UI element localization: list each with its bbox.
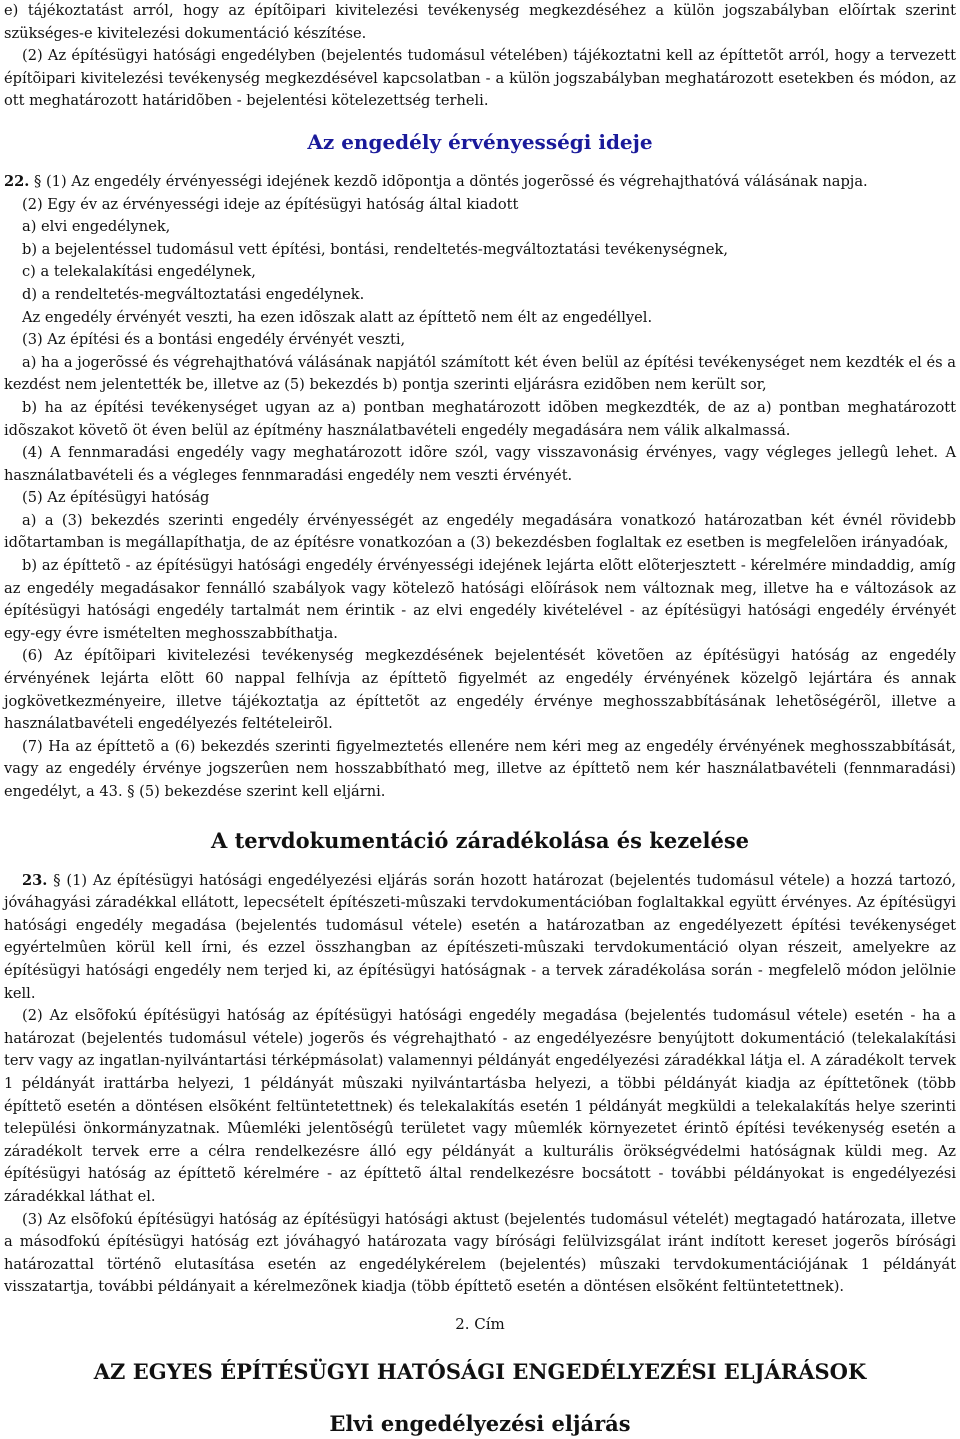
paragraph-22-2-intro: (2) Egy év az érvényességi ideje az építésügyi hatóság által kiadott: [22, 195, 519, 213]
main-heading: AZ EGYES ÉPÍTÉSÜGYI HATÓSÁGI ENGEDÉLYEZÉSI ELJÁRÁSOK: [93, 1358, 867, 1384]
list-item-22-3-b: b) ha az építési tevékenységet ugyan az a) pontban meghatározott idõben megkezdték, de az a) pontban meghatározott idõszakot követõ öt éven belül az építmény használatbavételi engedély megadására nem válik alkalmassá.: [4, 398, 956, 439]
section-number-22: 22.: [4, 172, 30, 190]
list-item-22-2-c: c) a telekalakítási engedélynek,: [22, 263, 256, 281]
paragraph-22-4: (4) A fennmaradási engedély vagy meghatározott idõre szól, vagy visszavonásig érvényes, vagy végleges jellegû lehet. A használatbavételi és a végleges fennmaradási engedély nem veszti érvényét.: [4, 444, 956, 484]
paragraph-23-1: [4, 870, 956, 1006]
paragraph-22-2-tail: Az engedély érvényét veszti, ha ezen idõszak alatt az építtetõ nem élt az engedéllyel.: [22, 308, 653, 326]
paragraph-23-3: (3) Az elsõfokú építésügyi hatóság az építésügyi hatósági aktust (bejelentés tudomásul vételét) megtagadó határozata, illetve a másodfokú építésügyi hatóság ezt jóváhagyó határozata vagy bírósági felülvizsgálat iránt indított kereset jogerõs bírósági határozattal történõ elutasítása esetén az engedélykérelem (bejelentés) mûszaki tervdokumentációjának 1 példányát visszatartja, további példányait a kérelmezõnek kiadja (több építtetõ esetén a döntésen elsõként feltüntetettnek).: [4, 1210, 956, 1296]
paragraph-22-7: (7) Ha az építtetõ a (6) bekezdés szerinti figyelmeztetés ellenére nem kéri meg az engedély érvényének meghosszabbítását, vagy az engedély érvénye jogszerûen nem hosszabbítható meg, illetve az építtetõ nem kér használatbavételi (fennmaradási) engedélyt, a 43. § (5) bekezdése szerint kell eljárni.: [4, 737, 956, 800]
paragraph-23-2: (2) Az elsõfokú építésügyi hatóság az építésügyi hatósági engedély megadása (bejelentés tudomásul vétele) esetén - ha a határozat (bejelentés tudomásul vétele) jogerõs és végrehajtható - az engedélyezésre benyújtott dokumentáció (telekalakítási terv vagy az ingatlan-nyilvántartási térképmásolat) valamennyi példányát engedélyezési záradékkal látja el. A záradékolt tervek 1 példányát irattárba helyezi, 1 példányát mûszaki nyilvántartásba helyezi, a többi példányát kiadja az építtetõnek (több építtetõ esetén a döntésen elsõként feltüntetettnek) és telekalakítás esetén 1 példányát megküldi a telekalakítás helye szerinti települési önkormányzatnak. Mûemléki jelentõségû területet vagy mûemlék környezetet érintõ építési tevékenység esetén a záradékolt tervek erre a célra rendelkezésre álló egy példányát a kulturális örökségvédelmi hatóságnak küldi meg. Az építésügyi hatóság az építtetõ kérelmére - az építtetõ által rendelkezésre bocsátott - további példányokat is engedélyezési záradékkal láthat el.: [4, 1007, 956, 1205]
section-number-23: 23.: [22, 871, 48, 889]
list-item-22-2-a: a) elvi engedélynek,: [22, 218, 171, 236]
paragraph-1e: e) tájékoztatást arról, hogy az építõipari kivitelezési tevékenység megkezdéséhez a külön jogszabályban elõírtak szerint szükséges-e kivitelezési dokumentáció készítése.: [4, 2, 956, 42]
list-item-22-3-a: a) ha a jogerõssé és végrehajthatóvá válásának napjától számított két éven belül az építési tevékenységet nem kezdték el és a kezdést nem jelentették be, illetve az (5) bekezdés b) pontja szerinti eljárásra ezidõben nem került sor,: [4, 353, 956, 394]
paragraph-22-3-intro: (3) Az építési és a bontási engedély érvényét veszti,: [22, 331, 406, 349]
paragraph-21-2: (2) Az építésügyi hatósági engedélyben (bejelentés tudomásul vételében) tájékoztatni kell az építtetõt arról, hogy a tervezett építõipari kivitelezési tevékenység megkezdésével kapcsolatban - a külön jogszabályban meghatározott esetekben és módon, az ott meghatározott határidõben - bejelentési kötelezettség terheli.: [4, 47, 956, 110]
paragraph-22-1-text: (1) Az engedély érvényességi idejének kezdõ idõpontja a döntés jogerõssé és végrehajthatóvá válásának napja.: [45, 172, 868, 190]
list-item-22-5-b: b) az építtetõ - az építésügyi hatósági engedély érvényességi idejének lejárta elõtt elõterjesztett - kérelmére mindaddig, amíg az engedély megadásakor fennálló szabályok vagy kötelezõ hatósági elõírások nem változnak meg, illetve ha e változások az építésügyi hatósági engedély tartalmát nem érintik - az elvi engedély kivételével - az építésügyi hatósági engedély érvényét egy-egy évre ismételten meghosszabbíthatja.: [4, 557, 956, 642]
paragraph-22-6: (6) Az építõipari kivitelezési tevékenység megkezdésének bejelentését követõen az építésügyi hatóság az engedély érvényének lejárta elõtt 60 nappal felhívja az építtetõ figyelmét az engedély érvényének közelgõ lejártára és annak jogkövetkezményeire, illetve tájékoztatja az építtetõt az engedély érvénye meghosszabbításának lehetõségérõl, illetve a használatbavételi engedélyezés feltételeirõl.: [4, 647, 956, 733]
section-heading-documentation: A tervdokumentáció záradékolása és kezelése: [210, 827, 750, 853]
title-number: 2. Cím: [455, 1314, 505, 1333]
paragraph-22-1: [4, 171, 956, 194]
section-mark: §: [53, 871, 61, 889]
section-mark: §: [34, 172, 42, 190]
list-item-22-2-b: b) a bejelentéssel tudomásul vett építési, bontási, rendeltetés-megváltoztatási tevékenységnek,: [22, 240, 729, 258]
paragraph-23-1-text: (1) Az építésügyi hatósági engedélyezési eljárás során hozott határozat (bejelentés tudomásul vétele) a hozzá tartozó, jóváhagyási záradékkal ellátott, lepecsételt építészeti-mûszaki tervdokumentációban foglaltakkal együtt érvényes. Az építésügyi hatósági engedély megadása (bejelentés tudomásul vétele) esetén a határozatban az engedélyezett építési tevékenységet egyértelmûen körül kell írni, és ezzel összhangban az építészeti-mûszaki tervdokumentáció olyan részeit, amelyekre az építésügyi hatósági engedély nem terjed ki, az építésügyi hatóságnak - a tervek záradékolása során - megfelelõ módon jelölnie kell.: [4, 871, 957, 1002]
list-item-22-2-d: d) a rendeltetés-megváltoztatási engedélynek.: [22, 285, 365, 303]
paragraph-22-5-intro: (5) Az építésügyi hatóság: [22, 489, 210, 507]
list-item-22-5-a: a) a (3) bekezdés szerinti engedély érvényességét az engedély megadására vonatkozó határozatban két évnél rövidebb idõtartamban is megállapíthatja, de az építésre vonatkozóan a (3) bekezdésben foglaltak ez esetben is megfelelõen irányadóak,: [4, 511, 956, 552]
sub-heading: Elvi engedélyezési eljárás: [329, 1410, 631, 1436]
section-heading-validity: Az engedély érvényességi ideje: [307, 129, 653, 154]
